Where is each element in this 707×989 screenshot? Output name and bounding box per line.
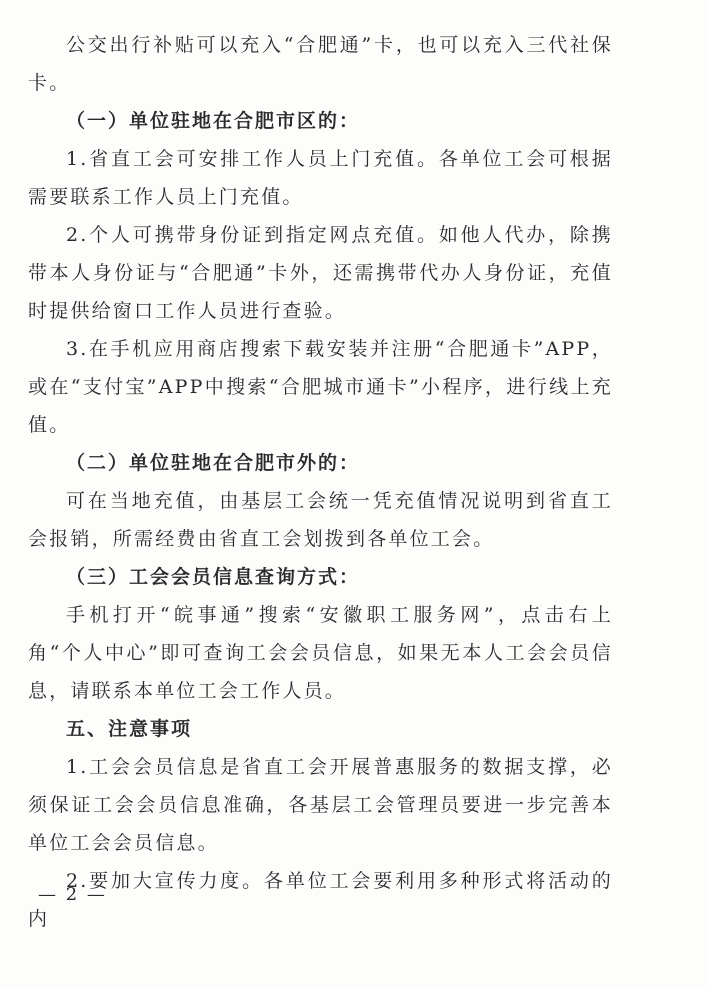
paragraph-subsidy-intro: 公交出行补贴可以充入“合肥通”卡，也可以充入三代社保卡。 — [28, 34, 613, 94]
paragraph-note-publicity: 2.要加大宣传力度。各单位工会要利用多种形式将活动的内 — [28, 870, 613, 930]
document-body — [28, 26, 613, 938]
subheading-outside-hefei: （二）单位驻地在合肥市外的： — [66, 452, 361, 474]
paragraph-local-recharge: 可在当地充值，由基层工会统一凭充值情况说明到省直工会报销，所需经费由省直工会划拨到各单位工会。 — [28, 490, 613, 550]
page-number: — 2 — — [38, 884, 107, 905]
paragraph-door-to-door-recharge: 1.省直工会可安排工作人员上门充值。各单位工会可根据需要联系工作人员上门充值。 — [28, 148, 613, 208]
subheading-member-query: （三）工会会员信息查询方式： — [66, 566, 361, 588]
paragraph-member-query-steps: 手机打开“皖事通”搜索“安徽职工服务网”，点击右上角“个人中心”即可查询工会会员信息，如果无本人工会会员信息，请联系本单位工会工作人员。 — [28, 604, 613, 702]
section-heading-notes: 五、注意事项 — [66, 718, 193, 740]
paragraph-online-recharge: 3.在手机应用商店搜索下载安装并注册“合肥通卡”APP，或在“支付宝”APP中搜索“合肥城市通卡”小程序，进行线上充值。 — [28, 338, 613, 436]
paragraph-personal-recharge: 2.个人可携带身份证到指定网点充值。如他人代办，除携带本人身份证与“合肥通”卡外，还需携带代办人身份证，充值时提供给窗口工作人员进行查验。 — [28, 224, 613, 322]
paragraph-note-member-info: 1.工会会员信息是省直工会开展普惠服务的数据支撑，必须保证工会会员信息准确，各基层工会管理员要进一步完善本单位工会会员信息。 — [28, 756, 613, 854]
subheading-within-hefei: （一）单位驻地在合肥市区的： — [66, 110, 361, 132]
